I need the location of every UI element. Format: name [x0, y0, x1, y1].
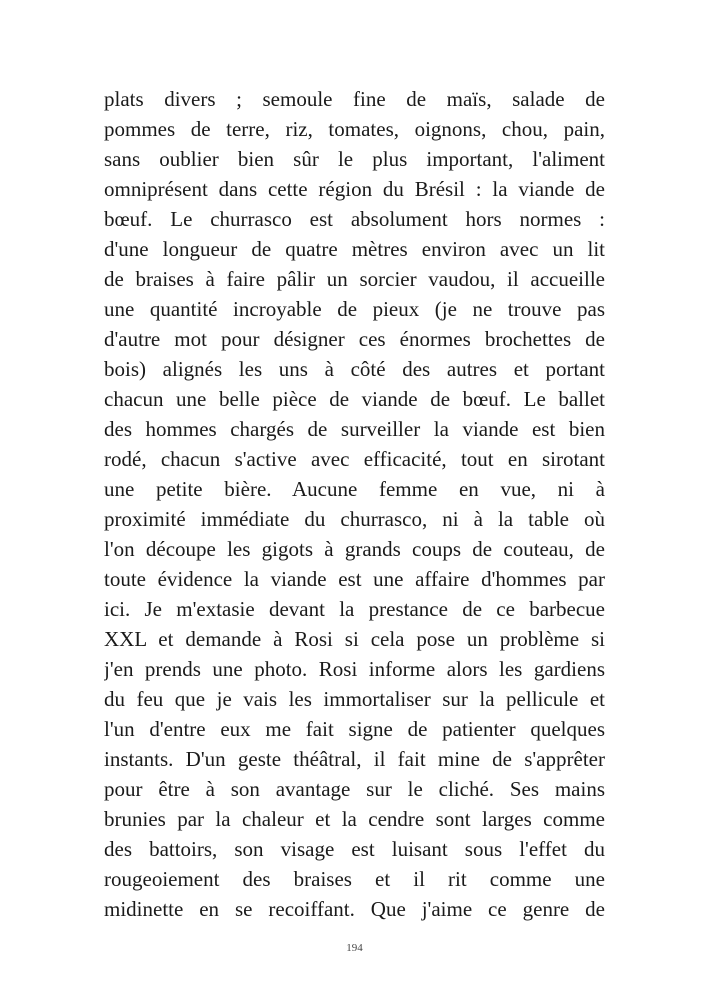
text-line: omniprésent dans cette région du Brésil : la viande de — [104, 177, 605, 201]
text-line: bœuf. Le churrasco est absolument hors normes : — [104, 207, 605, 231]
text-line: d'autre mot pour désigner ces énormes brochettes de — [104, 327, 605, 351]
text-line: une quantité incroyable de pieux (je ne trouve pas — [104, 297, 605, 321]
page-number: 194 — [346, 942, 363, 954]
text-line: l'un d'entre eux me fait signe de patienter quelques — [104, 717, 605, 741]
text-line: toute évidence la viande est une affaire d'hommes par — [104, 567, 605, 591]
text-line: d'une longueur de quatre mètres environ avec un lit — [104, 237, 605, 261]
text-line: rougeoiement des braises et il rit comme une — [104, 867, 605, 891]
text-line: du feu que je vais les immortaliser sur la pellicule et — [104, 687, 605, 711]
text-line: sans oublier bien sûr le plus important, l'aliment — [104, 147, 605, 171]
text-line: l'on découpe les gigots à grands coups de couteau, de — [104, 537, 605, 561]
text-line: proximité immédiate du churrasco, ni à la table où — [104, 507, 605, 531]
text-line: des hommes chargés de surveiller la viande est bien — [104, 417, 605, 441]
text-line: bois) alignés les uns à côté des autres et portant — [104, 357, 605, 381]
text-line: ici. Je m'extasie devant la prestance de ce barbecue — [104, 597, 605, 621]
text-line: XXL et demande à Rosi si cela pose un problème si — [104, 627, 605, 651]
text-line: brunies par la chaleur et la cendre sont larges comme — [104, 807, 605, 831]
text-line: plats divers ; semoule fine de maïs, salade de — [104, 87, 605, 111]
text-line: de braises à faire pâlir un sorcier vaudou, il accueille — [104, 267, 605, 291]
text-line: midinette en se recoiffant. Que j'aime ce genre de — [104, 897, 605, 921]
body-text — [104, 84, 605, 924]
text-line: pommes de terre, riz, tomates, oignons, chou, pain, — [104, 117, 605, 141]
text-line: chacun une belle pièce de viande de bœuf. Le ballet — [104, 387, 605, 411]
text-line: des battoirs, son visage est luisant sous l'effet du — [104, 837, 605, 861]
text-line: une petite bière. Aucune femme en vue, ni à — [104, 477, 605, 501]
text-line: pour être à son avantage sur le cliché. Ses mains — [104, 777, 605, 801]
text-line: j'en prends une photo. Rosi informe alors les gardiens — [104, 657, 605, 681]
text-line: rodé, chacun s'active avec efficacité, tout en sirotant — [104, 447, 605, 471]
text-line: instants. D'un geste théâtral, il fait mine de s'apprêter — [104, 747, 605, 771]
